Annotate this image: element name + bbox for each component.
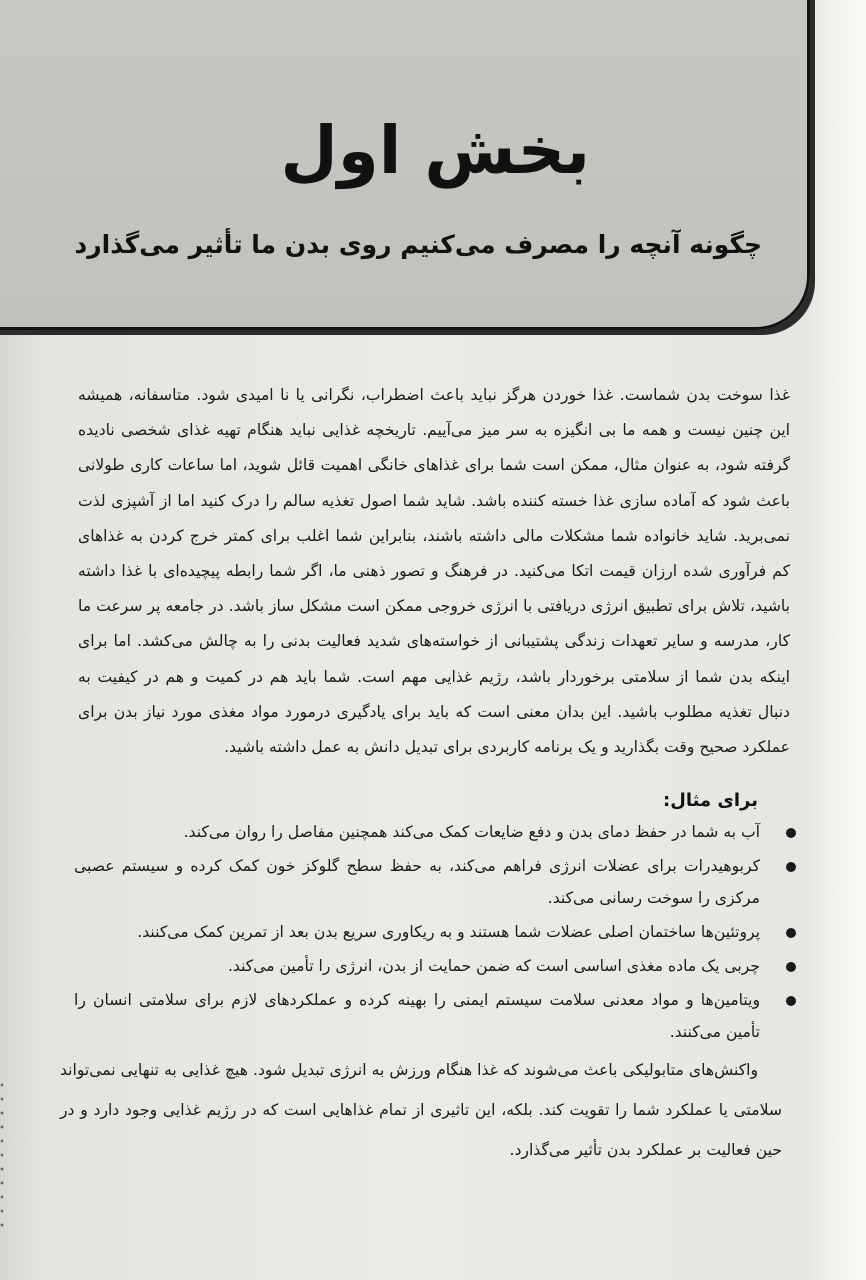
list-item-text: چربی یک ماده مغذی اساسی است که ضمن حمایت از بدن، انرژی را تأمین می‌کند. <box>227 957 760 975</box>
bullet-icon <box>786 862 796 872</box>
chapter-subtitle: چگونه آنچه را مصرف می‌کنیم روی بدن ما تأثیر می‌گذارد <box>74 230 762 259</box>
list-item-text: آب به شما در حفظ دمای بدن و دفع ضایعات کمک می‌کند همچنین مفاصل را روان می‌کند. <box>183 823 760 841</box>
closing-paragraph: واکنش‌های متابولیکی باعث می‌شوند که غذا هنگام ورزش به انرژی تبدیل شود. هیچ غذایی به تنهایی نمی‌تواند سلامتی یا عملکرد شما را تقویت کند. بلکه، این تاثیری از تمام غذاهایی است که در رژیم غذایی وجود دارد و در حین فعالیت بر عملکرد بدن تأثیر می‌گذارد. <box>60 1061 782 1159</box>
chapter-title: بخش اول <box>280 112 590 189</box>
list-item <box>74 850 796 914</box>
list-item-text: کربوهیدرات برای عضلات انرژی فراهم می‌کند، به حفظ سطح گلوکز خون کمک کرده و سیستم عصبی مرکزی را سوخت رسانی می‌کند. <box>74 857 760 907</box>
list-item-text: ویتامین‌ها و مواد معدنی سلامت سیستم ایمنی را بهینه کرده و عملکردهای لازم برای سلامتی انسان را تأمین می‌کنند. <box>74 991 760 1041</box>
page-edge-marks <box>0 1078 4 1228</box>
bullet-icon <box>786 828 796 838</box>
examples-list <box>74 816 796 1050</box>
intro-paragraph: غذا سوخت بدن شماست. غذا خوردن هرگز نباید باعث اضطراب، نگرانی یا نا امیدی شود. متاسفانه، همیشه این چنین نیست و همه ما بی انگیزه به سر میز می‌آییم. تاریخچه غذایی نباید هنگام تهیه غذای شخصی نادیده گرفته شود، به عنوان مثال، ممکن است شما برای غذاهای خانگی اهمیت قائل شوید، اما ساعات کاری طولانی باعث شود که آماده سازی غذا خسته کننده باشد. شاید شما اصول تغذیه سالم را درک کنید اما از آشپزی لذت نمی‌برید. شاید خانواده شما مشکلات مالی داشته باشند، بنابراین شما اغلب برای کمتر خرج کردن به غذاهای کم فرآوری شده ارزان قیمت اتکا می‌کنید. در فرهنگ و تصور ذهنی ما، اگر شما رابطه پیچیده‌ای با غذا داشته باشید، تلاش برای تطبیق انرژی دریافتی با انرژی خروجی ممکن است مشکل ساز باشد. در جامعه پر سرعت ما کار، مدرسه و سایر تعهدات زندگی پشتیبانی از خواسته‌های شدید فعالیت بدنی را به چالش می‌کشد. اما برای اینکه بدن شما از سلامتی برخوردار باشد، رژیم غذایی مهم است. شما باید هم در کمیت و هم در کیفیت به دنبال تغذیه مطلوب باشید. این بدان معنی است که باید برای یادگیری درمورد مواد مغذی مورد نیاز بدن برای عملکرد صحیح وقت بگذارید و یک برنامه کاربردی برای تبدیل دانش به عمل داشته باشید. <box>78 386 790 757</box>
list-item <box>74 984 796 1048</box>
bullet-icon <box>786 996 796 1006</box>
list-item <box>74 950 796 982</box>
page-spine-shadow <box>810 0 866 1280</box>
bullet-icon <box>786 962 796 972</box>
list-item-text: پروتئین‌ها ساختمان اصلی عضلات شما هستند و به ریکاوری سریع بدن بعد از تمرین کمک می‌کنند. <box>137 923 760 941</box>
bullet-icon <box>786 928 796 938</box>
list-item <box>74 916 796 948</box>
list-item <box>74 816 796 848</box>
examples-heading: برای مثال: <box>663 790 758 811</box>
